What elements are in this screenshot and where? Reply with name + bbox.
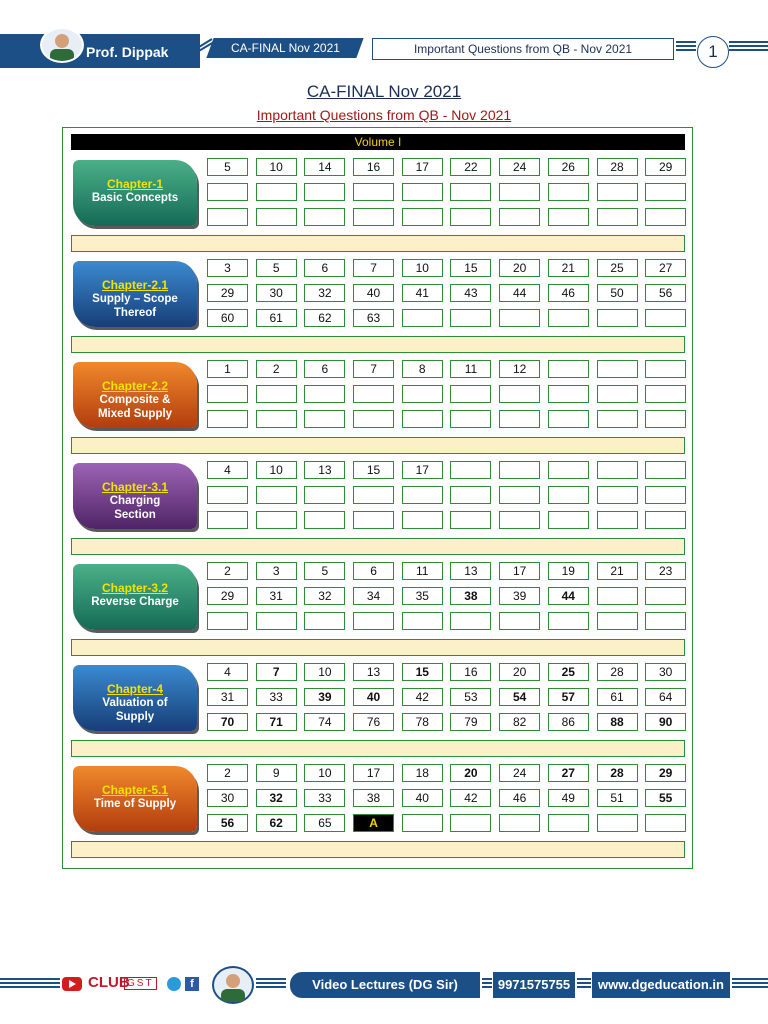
question-grid bbox=[207, 360, 687, 428]
question-grid bbox=[207, 562, 687, 630]
chapter-badge bbox=[73, 261, 197, 327]
question-cell bbox=[450, 461, 491, 479]
question-cell bbox=[597, 183, 638, 201]
question-cell: 10 bbox=[304, 663, 345, 681]
question-cell: 15 bbox=[353, 461, 394, 479]
question-cell: 30 bbox=[645, 663, 686, 681]
question-cell bbox=[645, 385, 686, 403]
chapter-badge bbox=[73, 665, 197, 731]
question-cell bbox=[597, 309, 638, 327]
question-cell bbox=[645, 511, 686, 529]
question-cell bbox=[645, 461, 686, 479]
section-separator bbox=[71, 538, 685, 555]
volume-label: Volume I bbox=[71, 134, 685, 150]
question-cell: 10 bbox=[304, 764, 345, 782]
facebook-icon[interactable]: f bbox=[185, 977, 199, 991]
question-cell bbox=[645, 360, 686, 378]
question-cell: 49 bbox=[548, 789, 589, 807]
question-cell bbox=[450, 814, 491, 832]
question-cell: 18 bbox=[402, 764, 443, 782]
question-cell bbox=[450, 208, 491, 226]
question-cell: 34 bbox=[353, 587, 394, 605]
question-cell bbox=[450, 612, 491, 630]
question-cell: 35 bbox=[402, 587, 443, 605]
chapter-label: Chapter-2.2 bbox=[101, 379, 169, 393]
question-cell: 12 bbox=[499, 360, 540, 378]
question-cell: 40 bbox=[402, 789, 443, 807]
question-grid bbox=[207, 461, 687, 529]
question-cell: 24 bbox=[499, 158, 540, 176]
question-cell: 31 bbox=[207, 688, 248, 706]
question-cell: 17 bbox=[402, 158, 443, 176]
question-cell: 21 bbox=[548, 259, 589, 277]
question-cell bbox=[402, 486, 443, 504]
chapter-name: Composite & bbox=[99, 394, 171, 406]
question-cell: 11 bbox=[402, 562, 443, 580]
author-avatar bbox=[40, 27, 84, 63]
footer-lines-a bbox=[482, 978, 492, 992]
question-cell bbox=[450, 511, 491, 529]
question-cell: 22 bbox=[450, 158, 491, 176]
question-cell: 28 bbox=[597, 663, 638, 681]
chapter-badge bbox=[73, 766, 197, 832]
chapter-name: Mixed Supply bbox=[97, 408, 173, 420]
question-cell bbox=[645, 208, 686, 226]
question-cell bbox=[402, 183, 443, 201]
question-cell: 61 bbox=[256, 309, 297, 327]
question-cell: 13 bbox=[450, 562, 491, 580]
question-cell: 41 bbox=[402, 284, 443, 302]
question-cell bbox=[645, 612, 686, 630]
question-cell bbox=[597, 587, 638, 605]
question-cell: 24 bbox=[499, 764, 540, 782]
question-cell bbox=[256, 511, 297, 529]
question-cell: 15 bbox=[402, 663, 443, 681]
question-cell bbox=[548, 511, 589, 529]
question-cell bbox=[548, 208, 589, 226]
question-cell: 40 bbox=[353, 284, 394, 302]
question-cell: 32 bbox=[304, 284, 345, 302]
chapter-name: Supply – Scope bbox=[92, 293, 178, 305]
question-cell bbox=[645, 183, 686, 201]
question-cell: 7 bbox=[353, 360, 394, 378]
chapter-badge bbox=[73, 564, 197, 630]
chapter-label: Chapter-5.1 bbox=[101, 783, 169, 797]
question-cell: 20 bbox=[499, 259, 540, 277]
question-cell: A bbox=[353, 814, 394, 832]
question-cell: 78 bbox=[402, 713, 443, 731]
question-cell bbox=[499, 309, 540, 327]
question-cell: 3 bbox=[256, 562, 297, 580]
question-cell bbox=[353, 208, 394, 226]
question-cell: 29 bbox=[207, 284, 248, 302]
question-cell bbox=[597, 461, 638, 479]
question-cell bbox=[548, 183, 589, 201]
question-cell bbox=[548, 385, 589, 403]
question-cell bbox=[450, 486, 491, 504]
question-cell: 9 bbox=[256, 764, 297, 782]
question-cell bbox=[548, 309, 589, 327]
question-cell: 86 bbox=[548, 713, 589, 731]
question-cell: 32 bbox=[256, 789, 297, 807]
question-cell bbox=[304, 410, 345, 428]
question-cell: 7 bbox=[353, 259, 394, 277]
question-cell bbox=[548, 410, 589, 428]
question-cell: 26 bbox=[548, 158, 589, 176]
question-cell: 53 bbox=[450, 688, 491, 706]
question-cell bbox=[207, 410, 248, 428]
question-cell bbox=[597, 208, 638, 226]
question-cell bbox=[645, 309, 686, 327]
brand-club: CLUB bbox=[88, 974, 130, 991]
question-cell bbox=[207, 486, 248, 504]
question-cell: 15 bbox=[450, 259, 491, 277]
section-separator bbox=[71, 235, 685, 252]
question-cell bbox=[597, 410, 638, 428]
question-cell: 7 bbox=[256, 663, 297, 681]
question-cell: 2 bbox=[256, 360, 297, 378]
question-cell: 28 bbox=[597, 158, 638, 176]
chapter-badge bbox=[73, 463, 197, 529]
question-cell: 20 bbox=[499, 663, 540, 681]
author-name: Prof. Dippak bbox=[86, 44, 169, 60]
question-cell bbox=[548, 814, 589, 832]
question-cell: 19 bbox=[548, 562, 589, 580]
page-subtitle: Important Questions from QB - Nov 2021 bbox=[256, 107, 512, 123]
question-cell bbox=[597, 360, 638, 378]
chapter-label: Chapter-1 bbox=[106, 177, 163, 191]
question-cell bbox=[499, 511, 540, 529]
question-cell bbox=[304, 385, 345, 403]
chapter-name: Valuation of bbox=[102, 697, 168, 709]
question-cell: 44 bbox=[548, 587, 589, 605]
footer-lines-right bbox=[732, 978, 768, 992]
question-cell: 71 bbox=[256, 713, 297, 731]
website-link[interactable]: www.dgeducation.in bbox=[592, 972, 730, 998]
question-cell bbox=[402, 385, 443, 403]
question-cell: 5 bbox=[304, 562, 345, 580]
question-cell bbox=[304, 511, 345, 529]
question-cell: 25 bbox=[548, 663, 589, 681]
question-cell: 42 bbox=[402, 688, 443, 706]
question-cell: 20 bbox=[450, 764, 491, 782]
question-grid bbox=[207, 158, 687, 226]
question-cell: 4 bbox=[207, 663, 248, 681]
question-cell: 29 bbox=[207, 587, 248, 605]
header-subject: Important Questions from QB - Nov 2021 bbox=[372, 38, 674, 60]
chapter-name: Time of Supply bbox=[93, 798, 177, 810]
section-separator bbox=[71, 639, 685, 656]
question-cell: 65 bbox=[304, 814, 345, 832]
question-cell: 43 bbox=[450, 284, 491, 302]
question-cell bbox=[450, 385, 491, 403]
question-cell bbox=[597, 385, 638, 403]
question-cell bbox=[450, 410, 491, 428]
chapter-name: Charging bbox=[109, 495, 161, 507]
brand-gst: GST bbox=[124, 977, 157, 990]
question-cell bbox=[256, 410, 297, 428]
question-cell bbox=[548, 486, 589, 504]
footer-lines-left bbox=[0, 978, 60, 992]
question-cell bbox=[402, 814, 443, 832]
section-separator bbox=[71, 437, 685, 454]
question-cell bbox=[304, 183, 345, 201]
chapter-name: Reverse Charge bbox=[91, 596, 179, 608]
question-cell: 62 bbox=[304, 309, 345, 327]
question-cell bbox=[548, 612, 589, 630]
question-cell bbox=[256, 486, 297, 504]
question-cell: 61 bbox=[597, 688, 638, 706]
question-cell bbox=[353, 183, 394, 201]
question-cell bbox=[499, 612, 540, 630]
question-cell: 10 bbox=[256, 158, 297, 176]
question-cell bbox=[353, 486, 394, 504]
question-cell: 55 bbox=[645, 789, 686, 807]
question-cell: 60 bbox=[207, 309, 248, 327]
question-cell bbox=[304, 208, 345, 226]
question-cell bbox=[645, 814, 686, 832]
question-cell: 21 bbox=[597, 562, 638, 580]
question-cell: 32 bbox=[304, 587, 345, 605]
question-cell bbox=[548, 461, 589, 479]
question-cell: 2 bbox=[207, 562, 248, 580]
question-cell: 6 bbox=[304, 259, 345, 277]
question-cell: 46 bbox=[499, 789, 540, 807]
question-cell bbox=[450, 309, 491, 327]
question-cell: 79 bbox=[450, 713, 491, 731]
question-cell bbox=[402, 511, 443, 529]
chapter-label: Chapter-2.1 bbox=[101, 278, 169, 292]
section-separator bbox=[71, 740, 685, 757]
header-course: CA-FINAL Nov 2021 bbox=[206, 38, 363, 58]
phone-number[interactable]: 9971575755 bbox=[493, 972, 575, 998]
question-cell bbox=[499, 208, 540, 226]
chapter-label: Chapter-3.2 bbox=[101, 581, 169, 595]
question-cell: 17 bbox=[499, 562, 540, 580]
chapter-badge bbox=[73, 362, 197, 428]
question-cell: 30 bbox=[207, 789, 248, 807]
question-cell: 3 bbox=[207, 259, 248, 277]
question-cell: 56 bbox=[645, 284, 686, 302]
question-cell bbox=[597, 612, 638, 630]
question-cell: 4 bbox=[207, 461, 248, 479]
question-cell: 62 bbox=[256, 814, 297, 832]
question-cell bbox=[353, 511, 394, 529]
question-cell: 6 bbox=[304, 360, 345, 378]
page-title: CA-FINAL Nov 2021 bbox=[306, 82, 462, 101]
section-separator bbox=[71, 841, 685, 858]
question-cell: 27 bbox=[548, 764, 589, 782]
footer-lines-mid bbox=[256, 978, 286, 992]
question-cell bbox=[207, 385, 248, 403]
question-cell: 29 bbox=[645, 158, 686, 176]
question-cell bbox=[304, 612, 345, 630]
header-lines-left bbox=[676, 41, 696, 55]
question-cell: 50 bbox=[597, 284, 638, 302]
question-cell: 1 bbox=[207, 360, 248, 378]
question-cell: 63 bbox=[353, 309, 394, 327]
chapter-name: Section bbox=[114, 509, 156, 521]
question-cell: 33 bbox=[256, 688, 297, 706]
question-cell: 82 bbox=[499, 713, 540, 731]
question-cell: 38 bbox=[353, 789, 394, 807]
question-cell: 5 bbox=[256, 259, 297, 277]
question-cell: 44 bbox=[499, 284, 540, 302]
question-cell: 38 bbox=[450, 587, 491, 605]
page-number: 1 bbox=[697, 36, 729, 68]
question-cell bbox=[597, 814, 638, 832]
question-grid bbox=[207, 764, 687, 832]
footer-lines-b bbox=[577, 978, 591, 992]
question-cell: 17 bbox=[353, 764, 394, 782]
video-lectures-banner[interactable]: Video Lectures (DG Sir) bbox=[290, 972, 480, 998]
question-cell: 27 bbox=[645, 259, 686, 277]
youtube-icon[interactable] bbox=[62, 977, 82, 991]
section-separator bbox=[71, 336, 685, 353]
question-cell: 40 bbox=[353, 688, 394, 706]
footer-avatar bbox=[212, 966, 254, 1004]
question-grid bbox=[207, 663, 687, 731]
question-grid bbox=[207, 259, 687, 327]
question-cell bbox=[597, 511, 638, 529]
chapter-label: Chapter-3.1 bbox=[101, 480, 169, 494]
question-cell bbox=[499, 410, 540, 428]
question-cell bbox=[499, 814, 540, 832]
question-cell: 39 bbox=[499, 587, 540, 605]
question-cell bbox=[207, 612, 248, 630]
question-cell: 16 bbox=[353, 158, 394, 176]
question-cell: 56 bbox=[207, 814, 248, 832]
chapter-badge bbox=[73, 160, 197, 226]
question-cell: 70 bbox=[207, 713, 248, 731]
question-cell: 5 bbox=[207, 158, 248, 176]
question-cell: 10 bbox=[256, 461, 297, 479]
question-cell bbox=[645, 410, 686, 428]
question-cell bbox=[353, 410, 394, 428]
question-cell bbox=[402, 309, 443, 327]
question-cell bbox=[402, 612, 443, 630]
question-cell bbox=[207, 208, 248, 226]
question-cell bbox=[450, 183, 491, 201]
question-cell bbox=[207, 183, 248, 201]
question-cell bbox=[353, 612, 394, 630]
question-cell bbox=[645, 587, 686, 605]
chapter-name: Thereof bbox=[113, 307, 157, 319]
question-cell: 46 bbox=[548, 284, 589, 302]
question-cell bbox=[548, 360, 589, 378]
question-cell: 88 bbox=[597, 713, 638, 731]
question-cell: 14 bbox=[304, 158, 345, 176]
question-cell bbox=[499, 183, 540, 201]
question-cell: 23 bbox=[645, 562, 686, 580]
chapter-name: Basic Concepts bbox=[91, 192, 179, 204]
question-cell: 30 bbox=[256, 284, 297, 302]
question-cell: 74 bbox=[304, 713, 345, 731]
question-cell: 42 bbox=[450, 789, 491, 807]
question-cell bbox=[499, 385, 540, 403]
question-cell: 17 bbox=[402, 461, 443, 479]
question-cell bbox=[304, 486, 345, 504]
question-cell: 64 bbox=[645, 688, 686, 706]
question-cell: 13 bbox=[304, 461, 345, 479]
question-cell: 8 bbox=[402, 360, 443, 378]
telegram-icon[interactable] bbox=[167, 977, 181, 991]
question-cell bbox=[597, 486, 638, 504]
question-cell: 51 bbox=[597, 789, 638, 807]
header-lines-right bbox=[729, 41, 768, 55]
question-cell: 29 bbox=[645, 764, 686, 782]
question-cell: 10 bbox=[402, 259, 443, 277]
question-cell bbox=[256, 183, 297, 201]
question-cell: 25 bbox=[597, 259, 638, 277]
question-cell bbox=[402, 410, 443, 428]
question-cell: 39 bbox=[304, 688, 345, 706]
question-cell bbox=[256, 385, 297, 403]
question-cell: 76 bbox=[353, 713, 394, 731]
question-cell: 31 bbox=[256, 587, 297, 605]
question-cell bbox=[353, 385, 394, 403]
chapter-label: Chapter-4 bbox=[106, 682, 163, 696]
chapter-name: Supply bbox=[115, 711, 155, 723]
question-cell bbox=[207, 511, 248, 529]
question-cell: 2 bbox=[207, 764, 248, 782]
question-cell bbox=[499, 461, 540, 479]
question-cell bbox=[645, 486, 686, 504]
question-cell: 13 bbox=[353, 663, 394, 681]
question-cell bbox=[256, 612, 297, 630]
question-cell: 11 bbox=[450, 360, 491, 378]
question-cell: 16 bbox=[450, 663, 491, 681]
question-cell bbox=[499, 486, 540, 504]
question-cell bbox=[256, 208, 297, 226]
question-cell: 90 bbox=[645, 713, 686, 731]
question-cell: 33 bbox=[304, 789, 345, 807]
question-cell: 6 bbox=[353, 562, 394, 580]
question-cell bbox=[402, 208, 443, 226]
question-cell: 57 bbox=[548, 688, 589, 706]
question-cell: 28 bbox=[597, 764, 638, 782]
question-cell: 54 bbox=[499, 688, 540, 706]
